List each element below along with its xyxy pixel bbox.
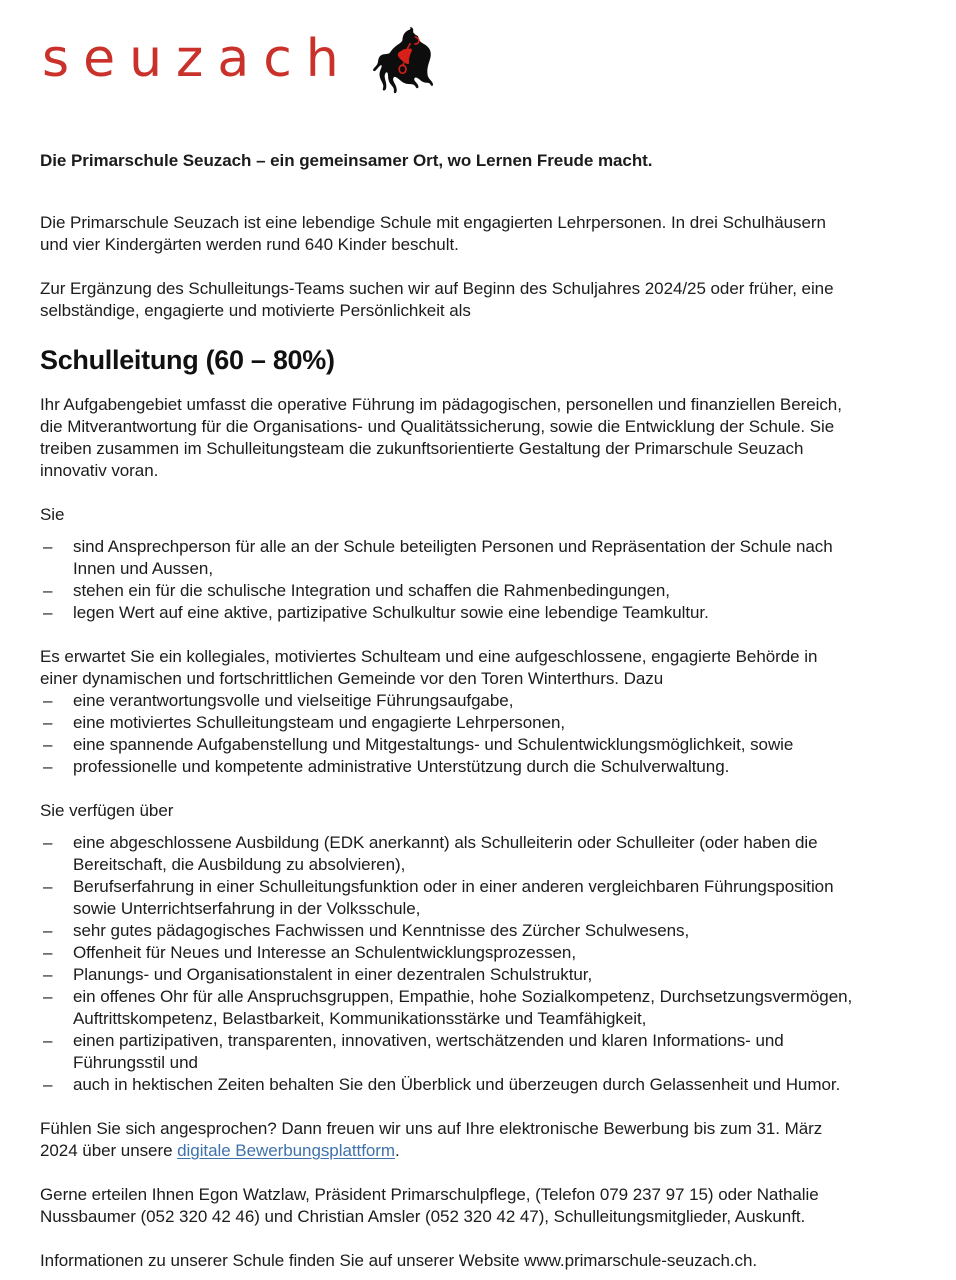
list-item: – professionelle und kompetente administrative Unterstützung durch die Schulverwaltung. <box>40 756 855 778</box>
spacer <box>40 822 855 832</box>
lead-heading: Die Primarschule Seuzach – ein gemeinsamer Ort, wo Lernen Freude macht. <box>40 151 653 170</box>
list-item: – sehr gutes pädagogisches Fachwissen und Kenntnisse des Zürcher Schulwesens, <box>40 920 855 942</box>
list-item: – ein offenes Ohr für alle Anspruchsgruppen, Empathie, hohe Sozialkompetenz, Durchsetzungsvermögen, Auftrittskompetenz, Belastbarkeit, Kommunikationsstärke und Teamfähigkeit, <box>40 986 855 1030</box>
spacer <box>40 1162 855 1184</box>
application-paragraph <box>40 1118 855 1162</box>
application-lead-text: Fühlen Sie sich angesprochen? Dann freuen wir uns auf Ihre elektronische Bewerbung bis zum 31. März 2024 über unsere <box>40 1119 823 1160</box>
contact-paragraph: Gerne erteilen Ihnen Egon Watzlaw, Präsident Primarschulpflege, (Telefon 079 237 97 15) oder Nathalie Nussbaumer (052 320 42 46) und Christian Amsler (052 320 42 47), Schulleitungsmitglieder, Auskunft. <box>40 1185 819 1226</box>
list-item: – Offenheit für Neues und Interesse an Schulentwicklungsprozessen, <box>40 942 855 964</box>
spacer <box>40 624 855 646</box>
list-item: – stehen ein für die schulische Integration und schaffen die Rahmenbedingungen, <box>40 580 855 602</box>
search-paragraph: Zur Ergänzung des Schulleitungs-Teams suchen wir auf Beginn des Schuljahres 2024/25 oder früher, eine selbständige, engagierte und motivierte Persönlichkeit als <box>40 279 834 320</box>
rearing-horse-crest-icon <box>369 24 435 94</box>
logo <box>40 24 856 94</box>
spacer <box>40 1228 855 1250</box>
list-item: – eine verantwortungsvolle und vielseitige Führungsaufgabe, <box>40 690 855 712</box>
spacer <box>40 172 855 212</box>
sie-intro: Sie <box>40 505 65 524</box>
list-item: – einen partizipativen, transparenten, innovativen, wertschätzenden und klaren Informations- und Führungsstil und <box>40 1030 855 1074</box>
offer-intro: Es erwartet Sie ein kollegiales, motiviertes Schulteam und eine aufgeschlossene, engagierte Behörde in einer dynamischen und fortschrittlichen Gemeinde vor den Toren Winterthurs. Dazu <box>40 647 818 688</box>
spacer <box>40 526 855 536</box>
document-body <box>40 150 855 1272</box>
letterhead <box>40 0 856 150</box>
list-item: – eine spannende Aufgabenstellung und Mitgestaltungs- und Schulentwicklungsmöglichkeit, sowie <box>40 734 855 756</box>
spacer <box>40 376 855 394</box>
spacer <box>40 1096 855 1118</box>
list-item: – eine abgeschlossene Ausbildung (EDK anerkannt) als Schulleiterin oder Schulleiter (oder haben die Bereitschaft, die Ausbildung zu absolvieren), <box>40 832 855 876</box>
requirements-list <box>40 832 855 1096</box>
list-item: – auch in hektischen Zeiten behalten Sie den Überblick und überzeugen durch Gelassenheit und Humor. <box>40 1074 855 1096</box>
application-tail-text: . <box>395 1141 400 1160</box>
list-item: – eine motiviertes Schulleitungsteam und engagierte Lehrpersonen, <box>40 712 855 734</box>
list-item: – legen Wert auf eine aktive, partizipative Schulkultur sowie eine lebendige Teamkultur. <box>40 602 855 624</box>
offer-list <box>40 690 855 778</box>
task-paragraph: Ihr Aufgabengebiet umfasst die operative Führung im pädagogischen, personellen und finanziellen Bereich, die Mitverantwortung für die Organisations- und Qualitätssicherung, sowie die Entwicklung der Schule. Sie treiben zusammen im Schulleitungsteam die zukunftsorientierte Gestaltung der Primarschule Seuzach innovativ voran. <box>40 395 842 480</box>
digitale-bewerbungsplattform-link[interactable]: digitale Bewerbungsplattform <box>177 1141 395 1160</box>
list-item: – sind Ansprechperson für alle an der Schule beteiligten Personen und Repräsentation der Schule nach Innen und Aussen, <box>40 536 855 580</box>
spacer <box>40 482 855 504</box>
sie-list <box>40 536 855 624</box>
spacer <box>40 322 855 344</box>
seuzach-wordmark: seuzach <box>42 29 353 89</box>
list-item: – Berufserfahrung in einer Schulleitungsfunktion oder in einer anderen vergleichbaren Führungsposition sowie Unterrichtserfahrung in der Volksschule, <box>40 876 855 920</box>
list-item: – Planungs- und Organisationstalent in einer dezentralen Schulstruktur, <box>40 964 855 986</box>
spacer <box>40 778 855 800</box>
website-paragraph: Informationen zu unserer Schule finden Sie auf unserer Website www.primarschule-seuzach.ch. <box>40 1251 758 1270</box>
intro-paragraph: Die Primarschule Seuzach ist eine lebendige Schule mit engagierten Lehrpersonen. In drei Schulhäusern und vier Kindergärten werden rund 640 Kinder beschult. <box>40 213 826 254</box>
spacer <box>40 256 855 278</box>
job-title: Schulleitung (60 – 80%) <box>40 345 335 375</box>
requirements-intro: Sie verfügen über <box>40 801 174 820</box>
